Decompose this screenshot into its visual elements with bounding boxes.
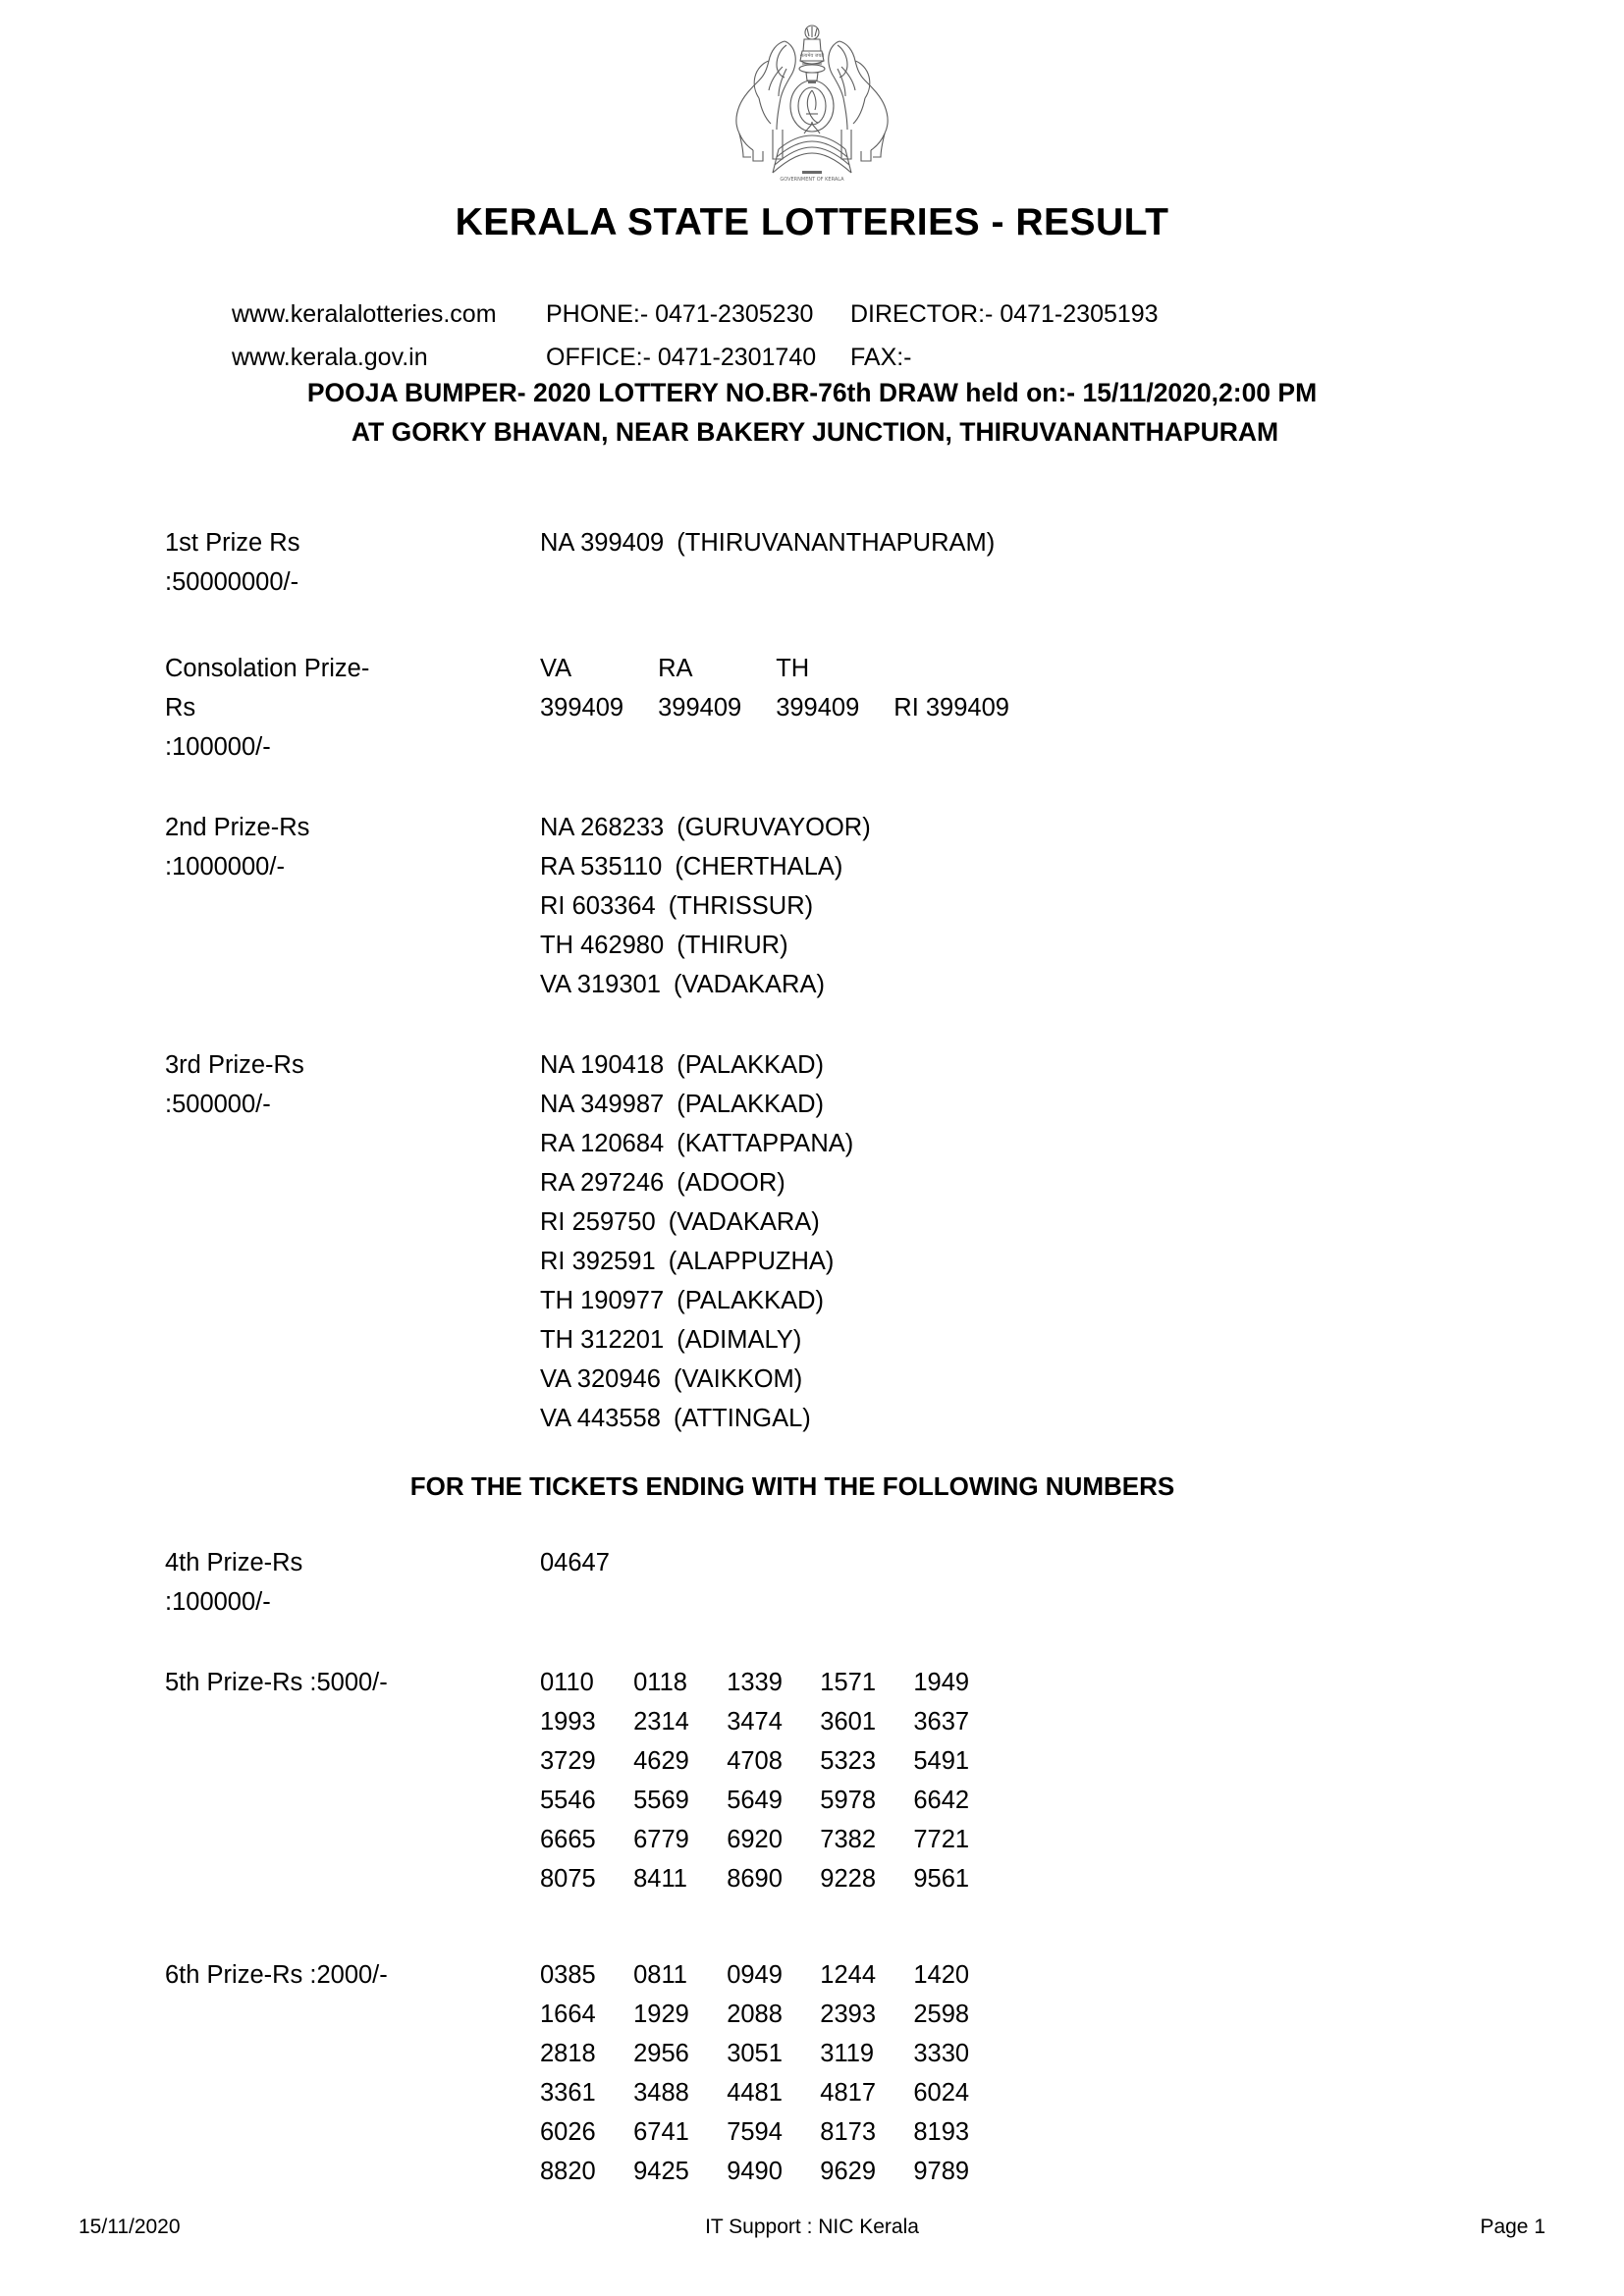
prize-number: 6024 <box>913 2079 970 2107</box>
prize-number: 2393 <box>820 2001 877 2028</box>
number-row <box>540 1741 1624 1781</box>
prize-number: 0385 <box>540 1961 596 1989</box>
ticket-number: TH 190977 <box>540 1287 665 1314</box>
ticket-number: RA 399409 <box>658 655 742 721</box>
prize-number: 3330 <box>913 2040 970 2067</box>
ticket-place: (VADAKARA) <box>668 1208 820 1236</box>
ticket-number: NA 268233 <box>540 814 665 841</box>
prize-number: 6741 <box>633 2118 689 2146</box>
ticket-entry <box>540 847 1624 886</box>
ticket-place: (KATTAPPANA) <box>677 1130 854 1157</box>
spacer <box>0 1438 1624 1471</box>
prize-label-fifth: 5th Prize-Rs :5000/- <box>165 1669 388 1696</box>
ticket-entry <box>540 1163 1624 1202</box>
ticket-place: (PALAKKAD) <box>677 1287 825 1314</box>
ticket-number: VA 320946 <box>540 1365 661 1393</box>
ticket-number: RI 259750 <box>540 1208 656 1236</box>
ticket-number: RA 120684 <box>540 1130 665 1157</box>
prize-number: 8690 <box>727 1865 783 1893</box>
number-row <box>540 1820 1624 1859</box>
website-kerala-gov: www.kerala.gov.in <box>232 344 428 371</box>
draw-heading-line2: AT GORKY BHAVAN, NEAR BAKERY JUNCTION, THIRUVANANTHAPURAM <box>351 417 1279 447</box>
prize-row-sixth <box>0 1955 1624 2191</box>
ticket-entry <box>540 1045 1624 1085</box>
ticket-number: VA 319301 <box>540 971 661 998</box>
spacer <box>0 1898 1624 1955</box>
prize-body-consolation <box>540 649 1624 727</box>
spacer <box>0 1004 1624 1045</box>
ticket-place: (THIRUR) <box>677 932 788 959</box>
prize-number: 0110 <box>540 1669 594 1696</box>
ticket-place: (GURUVAYOOR) <box>677 814 871 841</box>
ticket-place: (VAIKKOM) <box>674 1365 803 1393</box>
prize-number: 3488 <box>633 2079 689 2107</box>
ticket-number: TH 312201 <box>540 1326 665 1354</box>
ticket-number: RI 399409 <box>893 694 1009 721</box>
footer-date: 15/11/2020 <box>79 2216 181 2238</box>
prize-number: 8820 <box>540 2158 596 2185</box>
number-row <box>540 2112 1624 2152</box>
prize-number: 9561 <box>913 1865 970 1893</box>
prize-number: 1664 <box>540 2001 596 2028</box>
number-row <box>540 1543 1624 1582</box>
number-row <box>540 2152 1624 2191</box>
prize-body-sixth <box>540 1955 1624 2191</box>
office-number: OFFICE:- 0471-2301740 <box>546 344 817 371</box>
prize-label-third: 3rd Prize-Rs :500000/- <box>165 1051 304 1118</box>
ticket-number: VA 443558 <box>540 1405 661 1432</box>
footer-page: Page 1 <box>1480 2216 1545 2238</box>
ticket-entry <box>540 886 1624 926</box>
prize-number: 7382 <box>820 1826 877 1853</box>
ticket-entry <box>540 1202 1624 1242</box>
prize-number: 5569 <box>633 1787 689 1814</box>
ticket-number: VA 399409 <box>540 655 624 721</box>
prize-number: 4629 <box>633 1747 689 1775</box>
prize-number: 9228 <box>820 1865 877 1893</box>
draw-heading-line1: POOJA BUMPER- 2020 LOTTERY NO.BR-76th DRAW held on:- 15/11/2020,2:00 PM <box>306 378 1318 407</box>
ticket-number: TH 462980 <box>540 932 665 959</box>
prize-row-consolation <box>0 649 1624 767</box>
prize-list <box>0 523 1624 2191</box>
prize-number: 3119 <box>820 2040 875 2067</box>
ticket-place: (THRISSUR) <box>668 892 814 920</box>
prize-body-third <box>540 1045 1624 1438</box>
spacer <box>0 602 1624 649</box>
ticket-number: NA 399409 <box>540 529 665 557</box>
prize-number: 4817 <box>820 2079 877 2107</box>
prize-label-sixth: 6th Prize-Rs :2000/- <box>165 1961 388 1989</box>
spacer <box>0 1502 1624 1543</box>
prize-number: 8411 <box>633 1865 687 1893</box>
prize-number: 2314 <box>633 1708 689 1735</box>
ticket-number: NA 190418 <box>540 1051 665 1079</box>
draw-heading <box>0 373 1624 452</box>
ticket-number: RA 297246 <box>540 1169 665 1197</box>
prize-label-first: 1st Prize Rs :50000000/- <box>165 529 300 596</box>
prize-number: 3361 <box>540 2079 596 2107</box>
prize-number: 3474 <box>727 1708 783 1735</box>
prize-number: 8193 <box>913 2118 970 2146</box>
prize-number: 2088 <box>727 2001 783 2028</box>
prize-number: 2956 <box>633 2040 689 2067</box>
page-title: KERALA STATE LOTTERIES - RESULT <box>455 201 1169 243</box>
kerala-government-emblem-icon <box>714 12 910 184</box>
ticket-place: (VADAKARA) <box>674 971 825 998</box>
ticket-number: TH 399409 <box>776 655 860 721</box>
ticket-number: RI 603364 <box>540 892 656 920</box>
prize-number: 1993 <box>540 1708 596 1735</box>
prize-number: 3601 <box>820 1708 877 1735</box>
number-row <box>540 1702 1624 1741</box>
prize-label-consolation-line2: :100000/- <box>165 733 271 761</box>
director-number: DIRECTOR:- 0471-2305193 <box>850 300 1159 328</box>
ticket-entry <box>540 1281 1624 1320</box>
emblem-container <box>0 12 1624 187</box>
prize-number: 5978 <box>820 1787 877 1814</box>
prize-body-first <box>540 523 1624 562</box>
ticket-place: (ATTINGAL) <box>674 1405 811 1432</box>
ticket-entry <box>540 1242 1624 1281</box>
prize-number: 1339 <box>727 1669 783 1696</box>
prize-number: 9789 <box>913 2158 970 2185</box>
prize-number: 9425 <box>633 2158 689 2185</box>
spacer <box>0 1622 1624 1663</box>
prize-number: 5491 <box>913 1747 970 1775</box>
prize-row-fifth <box>0 1663 1624 1898</box>
prize-number: 9629 <box>820 2158 877 2185</box>
ticket-entry <box>540 523 1624 562</box>
ticket-entry <box>540 1124 1624 1163</box>
prize-label-second: 2nd Prize-Rs :1000000/- <box>165 814 310 881</box>
ticket-entry <box>540 1320 1624 1360</box>
contact-block <box>232 293 1214 379</box>
ticket-number: RI 392591 <box>540 1248 656 1275</box>
prize-number: 6026 <box>540 2118 596 2146</box>
prize-number: 9490 <box>727 2158 783 2185</box>
prize-body-fourth <box>540 1543 1624 1582</box>
prize-body-second <box>540 808 1624 1004</box>
prize-number: 3729 <box>540 1747 596 1775</box>
number-row <box>540 2034 1624 2073</box>
prize-number: 6920 <box>727 1826 783 1853</box>
ticket-entry <box>540 1360 1624 1399</box>
prize-number: 4708 <box>727 1747 783 1775</box>
fax-number: FAX:- <box>850 344 912 371</box>
ticket-number: RA 535110 <box>540 853 663 881</box>
website-keralalotteries: www.keralalotteries.com <box>232 300 497 328</box>
number-row <box>540 1859 1624 1898</box>
svg-text:सत्यमेव जयते: सत्यमेव जयते <box>799 53 825 59</box>
prize-number: 3637 <box>913 1708 970 1735</box>
svg-text:GOVERNMENT OF KERALA: GOVERNMENT OF KERALA <box>780 177 844 183</box>
prize-label-fourth: 4th Prize-Rs :100000/- <box>165 1549 303 1616</box>
prize-number: 1244 <box>820 1961 877 1989</box>
prize-number: 1929 <box>633 2001 689 2028</box>
ticket-place: (PALAKKAD) <box>677 1091 825 1118</box>
ticket-place: (THIRUVANANTHAPURAM) <box>677 529 996 557</box>
number-row <box>540 1995 1624 2034</box>
prize-row-fourth <box>0 1543 1624 1622</box>
prize-number: 0118 <box>633 1669 687 1696</box>
prize-number: 6665 <box>540 1826 596 1853</box>
ticket-entry <box>540 808 1624 847</box>
footer-support: IT Support : NIC Kerala <box>705 2216 919 2238</box>
prize-row-first <box>0 523 1624 602</box>
ticket-entry <box>540 1399 1624 1438</box>
number-row <box>540 1663 1624 1702</box>
prize-number: 3051 <box>727 2040 783 2067</box>
tickets-ending-heading: FOR THE TICKETS ENDING WITH THE FOLLOWING NUMBERS <box>409 1471 1175 1501</box>
phone-number: PHONE:- 0471-2305230 <box>546 300 814 328</box>
number-row <box>540 2073 1624 2112</box>
ticket-place: (CHERTHALA) <box>675 853 843 881</box>
prize-number: 5546 <box>540 1787 596 1814</box>
spacer <box>0 767 1624 808</box>
prize-number: 1420 <box>913 1961 970 1989</box>
ticket-number: NA 349987 <box>540 1091 665 1118</box>
prize-number: 7721 <box>913 1826 970 1853</box>
ticket-entry <box>540 649 1624 727</box>
prize-row-second <box>0 808 1624 1004</box>
ticket-entry <box>540 926 1624 965</box>
prize-number: 8173 <box>820 2118 877 2146</box>
prize-row-third <box>0 1045 1624 1438</box>
number-row <box>540 1955 1624 1995</box>
prize-number: 2818 <box>540 2040 596 2067</box>
prize-number: 6642 <box>913 1787 970 1814</box>
ticket-place: (PALAKKAD) <box>677 1051 825 1079</box>
ticket-entry <box>540 965 1624 1004</box>
page-footer <box>0 2216 1624 2249</box>
prize-number: 7594 <box>727 2118 783 2146</box>
ticket-place: (ADIMALY) <box>677 1326 802 1354</box>
prize-number: 4481 <box>727 2079 783 2107</box>
ticket-place: (ALAPPUZHA) <box>668 1248 835 1275</box>
ticket-entry <box>540 1085 1624 1124</box>
prize-number: 1949 <box>913 1669 970 1696</box>
prize-number: 6779 <box>633 1826 689 1853</box>
prize-number: 1571 <box>820 1669 877 1696</box>
prize-number: 5649 <box>727 1787 783 1814</box>
contact-row <box>232 293 1214 336</box>
prize-number: 04647 <box>540 1549 610 1576</box>
prize-body-fifth <box>540 1663 1624 1898</box>
prize-number: 0949 <box>727 1961 783 1989</box>
prize-number: 8075 <box>540 1865 596 1893</box>
prize-number: 2598 <box>913 2001 970 2028</box>
prize-number: 5323 <box>820 1747 877 1775</box>
number-row <box>540 1781 1624 1820</box>
prize-label-consolation <box>165 649 391 767</box>
ticket-place: (ADOOR) <box>677 1169 785 1197</box>
prize-label-consolation-line1: Consolation Prize-Rs <box>165 655 370 721</box>
prize-number: 0811 <box>633 1961 687 1989</box>
